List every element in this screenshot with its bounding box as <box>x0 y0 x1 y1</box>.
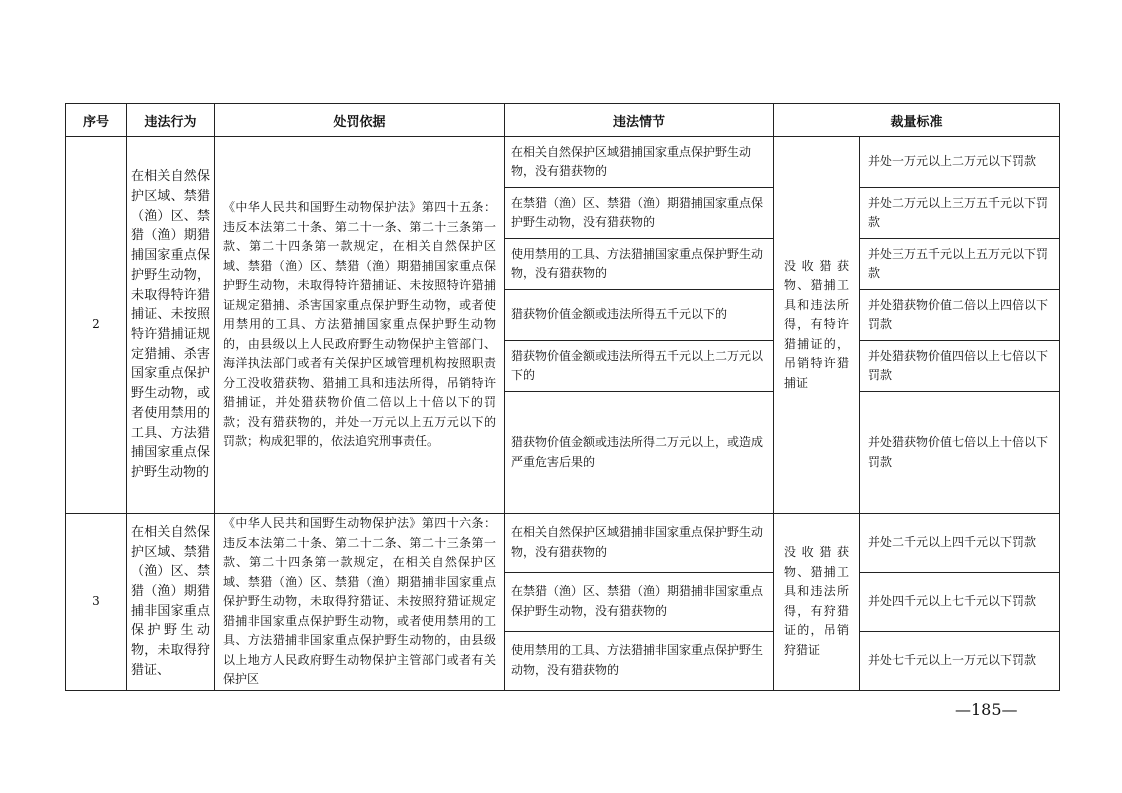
penalty-standards-table <box>65 103 1060 691</box>
penalty-standard: 并处二万元以上三万五千元以下罚款 <box>860 188 1060 239</box>
penalty-standard: 并处四千元以上七千元以下罚款 <box>860 572 1060 631</box>
page-number: —185— <box>955 700 1018 719</box>
violation-circumstance: 猎获物价值金额或违法所得五千元以上二万元以下的 <box>505 341 774 392</box>
penalty-standard: 并处猎获物价值四倍以上七倍以下罚款 <box>860 341 1060 392</box>
table-row <box>66 137 1060 188</box>
violation-act: 在相关自然保护区域、禁猎（渔）区、禁猎（渔）期猎捕国家重点保护野生动物，未取得特许猎捕证、未按照特许猎捕证规定猎捕、杀害国家重点保护野生动物，或者使用禁用的工具、方法猎捕国家重点保护野生动物的 <box>127 137 215 514</box>
penalty-standard: 并处二千元以上四千元以下罚款 <box>860 514 1060 573</box>
violation-circumstance: 在禁猎（渔）区、禁猎（渔）期猎捕国家重点保护野生动物，没有猎获物的 <box>505 188 774 239</box>
table-row <box>66 514 1060 573</box>
penalty-standard: 并处猎获物价值二倍以上四倍以下罚款 <box>860 290 1060 341</box>
header-act: 违法行为 <box>127 104 215 137</box>
violation-circumstance: 在相关自然保护区域猎捕非国家重点保护野生动物，没有猎获物的 <box>505 514 774 573</box>
violation-circumstance: 使用禁用的工具、方法猎捕国家重点保护野生动物，没有猎获物的 <box>505 239 774 290</box>
penalty-standard: 并处一万元以上二万元以下罚款 <box>860 137 1060 188</box>
violation-circumstance: 在相关自然保护区域猎捕国家重点保护野生动物，没有猎获物的 <box>505 137 774 188</box>
violation-circumstance: 猎获物价值金额或违法所得二万元以上，或造成严重危害后果的 <box>505 392 774 514</box>
violation-circumstance: 在禁猎（渔）区、禁猎（渔）期猎捕非国家重点保护野生动物，没有猎获物的 <box>505 572 774 631</box>
header-circumstance: 违法情节 <box>505 104 774 137</box>
penalty-basis: 《中华人民共和国野生动物保护法》第四十五条：违反本法第二十条、第二十一条、第二十三条第一款、第二十四条第一款规定，在相关自然保护区域、禁猎（渔）区、禁猎（渔）期猎捕国家重点保护野生动物，未取得特许猎捕证、未按照特许猎捕证规定猎捕、杀害国家重点保护野生动物，或者使用禁用的工具、方法猎捕国家重点保护野生动物的，由县级以上人民政府野生动物保护主管部门、海洋执法部门或者有关保护区域管理机构按照职责分工没收猎获物、猎捕工具和违法所得，吊销特许猎捕证，并处猎获物价值二倍以上十倍以下的罚款；没有猎获物的，并处一万元以上五万元以下的罚款；构成犯罪的，依法追究刑事责任。 <box>215 137 505 514</box>
penalty-basis: 《中华人民共和国野生动物保护法》第四十六条：违反本法第二十条、第二十二条、第二十三条第一款、第二十四条第一款规定，在相关自然保护区域、禁猎（渔）区、禁猎（渔）期猎捕非国家重点保护野生动物，未取得狩猎证、未按照狩猎证规定猎捕非国家重点保护野生动物，或者使用禁用的工具、方法猎捕非国家重点保护野生动物的，由县级以上地方人民政府野生动物保护主管部门或者有关保护区 <box>215 514 505 691</box>
header-standard: 裁量标准 <box>774 104 1060 137</box>
header-no: 序号 <box>66 104 127 137</box>
row-number: 2 <box>66 137 127 514</box>
penalty-standard: 并处猎获物价值七倍以上十倍以下罚款 <box>860 392 1060 514</box>
row-number: 3 <box>66 514 127 691</box>
common-penalty: 没收猎获物、猎捕工具和违法所得，有特许猎捕证的，吊销特许猎捕证 <box>774 137 860 514</box>
violation-act: 在相关自然保护区域、禁猎（渔）区、禁猎（渔）期猎捕非国家重点保护野生动物，未取得狩猎证、 <box>127 514 215 691</box>
table-header-row <box>66 104 1060 137</box>
header-basis: 处罚依据 <box>215 104 505 137</box>
penalty-standard: 并处七千元以上一万元以下罚款 <box>860 631 1060 690</box>
common-penalty: 没收猎获物、猎捕工具和违法所得，有狩猎证的，吊销狩猎证 <box>774 514 860 691</box>
violation-circumstance: 猎获物价值金额或违法所得五千元以下的 <box>505 290 774 341</box>
violation-circumstance: 使用禁用的工具、方法猎捕非国家重点保护野生动物，没有猎获物的 <box>505 631 774 690</box>
penalty-standard: 并处三万五千元以上五万元以下罚款 <box>860 239 1060 290</box>
